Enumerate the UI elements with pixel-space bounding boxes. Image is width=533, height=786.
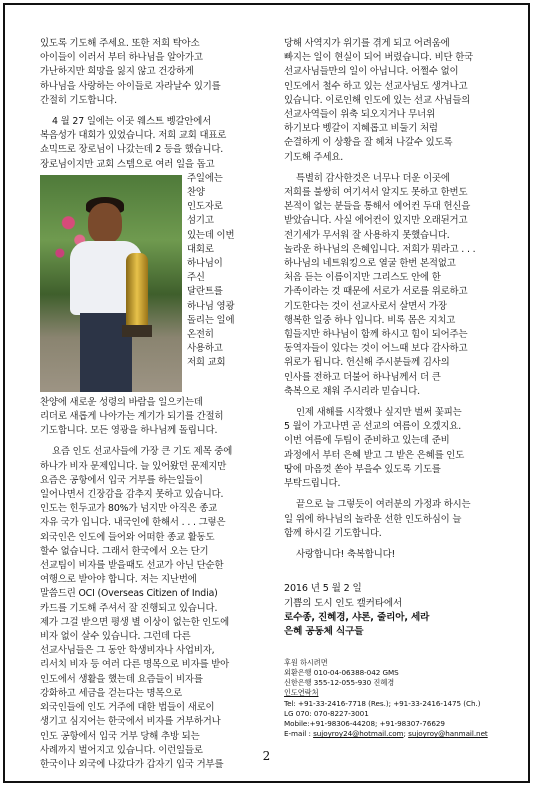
signature-block — [284, 582, 500, 640]
email-link-1[interactable]: sujoyroy24@hotmail.com — [313, 729, 404, 739]
contact-tel: Tel: +91-33-2416-7718 (Res.); +91-33-2416-1475 (Ch.) — [284, 698, 481, 708]
text-line: 하나가 비자 문제입니다. 늘 있어왔던 문제지만 — [40, 460, 227, 472]
text-line: 함께 하시길 기도합니다. — [284, 527, 382, 539]
text-line: 있습니다. 이로인해 인도에 있는 선교 사님들의 — [284, 94, 471, 106]
text-line: 축복으로 채워 주시리라 믿습니다. — [284, 385, 421, 397]
text-line: 사용하고 — [187, 343, 223, 355]
text-line: 가족이라는 것 때문에 서로가 서로를 위로하고 — [284, 286, 468, 298]
signature-names: 로수종, 진혜경, 샤론, 줄리아, 세라 — [284, 611, 430, 623]
text-line: 이번 여름에 두팀이 준비하고 있는데 준비 — [284, 435, 450, 447]
text-line: 카드를 기도해 주셔서 잘 진행되고 있습니다. — [40, 602, 218, 614]
india-contact-title: 인도연락처 — [284, 688, 319, 698]
bank-account-1: 외환은행 010-04-06388-042 GMS — [284, 667, 399, 677]
text-line: 저희를 불쌍히 여기셔서 알지도 못하고 한번도 — [284, 187, 468, 199]
text-line: 달란트를 — [187, 286, 223, 298]
text-line: 인도 공항에서 입국 거부 당해 추방 되는 — [40, 730, 200, 742]
text-line: 리서치 비자 등 여러 다른 명목으로 비자를 받아 — [40, 659, 230, 671]
text-line: 쇼믹뜨로 장로님이 나갔는데 2 등을 했습니다. — [40, 144, 224, 156]
text-line: 가난하지만 희망을 잃지 않고 건강하게 — [40, 66, 194, 78]
text-line: 외국인들에 인도 거주에 대한 법들이 새로이 — [40, 702, 215, 714]
text-line: 과정에서 부터 은혜 받고 그 받은 은혜를 인도 — [284, 449, 465, 461]
text-line: 간절히 기도합니다. — [40, 94, 117, 106]
text-line: 있는데 이번 — [187, 229, 235, 241]
text-line: 5 월이 가고나면 곧 선교의 여름이 오겠지요. — [284, 421, 462, 433]
text-line: 하나님이 — [187, 258, 223, 270]
signature-place: 기쁨의 도시 인도 캘커타에서 — [284, 597, 403, 609]
text-line: 기도해 주세요. — [284, 151, 344, 163]
text-line: 할수 없습니다. 그래서 한국에서 오는 단기 — [40, 545, 209, 557]
text-line: 섬기고 — [187, 215, 214, 227]
text-line: 외국인은 인도에 들어와 어떠한 종교 활동도 — [40, 531, 215, 543]
text-line: 인도에서 생활을 했는데 요즘들이 비자를 — [40, 673, 203, 685]
photo-with-text — [40, 172, 261, 396]
text-line: 선교사역들이 위축 되오지거나 무너위 — [284, 109, 435, 121]
text-line: 일어나면서 긴장감을 감추지 못하고 있습니다. — [40, 489, 224, 501]
email-link-2[interactable]: sujoyroy@hanmail.net — [408, 729, 488, 739]
right-column — [284, 37, 500, 739]
contact-mobile: Mobile:+91-98306-44208; +91-98307-76629 — [284, 718, 445, 728]
email-label: E-mail : — [284, 729, 314, 739]
text-beside-photo — [187, 172, 261, 371]
text-line: 아이들이 이러서 부터 하나님을 알아가고 — [40, 52, 203, 64]
paragraph-ministry-crisis — [284, 37, 500, 165]
bank-account-2: 신한은행 355-12-055-930 진혜경 — [284, 678, 395, 688]
text-line: 4 월 27 일에는 이곳 웨스트 벵갈안에서 — [52, 116, 212, 128]
paragraph-thanks-aircon — [284, 172, 500, 399]
page-number: 2 — [262, 749, 271, 763]
text-line: 요즘은 공항에서 입국 거부를 하는일들이 — [40, 474, 203, 486]
text-line: 기도한다는 것이 선교사로서 살면서 가장 — [284, 300, 447, 312]
text-line: 인사를 전하고 더불어 하나님께서 더 큰 — [284, 371, 441, 383]
text-line: 대회로 — [187, 243, 214, 255]
text-line: 여행으로 받아야 합니다. 저는 지난번에 — [40, 574, 197, 586]
text-line: 끝으로 늘 그렇듯이 여러분의 가정과 하시는 — [296, 499, 471, 511]
contact-block — [284, 658, 500, 740]
text-line: 처음 듣는 이름이지만 그리스도 안에 한 — [284, 272, 441, 284]
text-line: 찬양 — [187, 187, 205, 199]
paragraph-summer-mission — [284, 406, 500, 491]
text-line: 선교사님들은 그 동안 학생비자나 사업비자, — [40, 645, 215, 657]
contact-lg: LG 070: 070-8227-3001 — [284, 708, 369, 718]
text-line: 주신 — [187, 272, 205, 284]
support-title: 후원 하시려면 — [284, 657, 328, 667]
text-line: 인제 새해를 시작했나 싶지만 벌써 꽃피는 — [296, 407, 462, 419]
text-line: 제가 그걸 받으면 평생 별 이상이 없는한 인도에 — [40, 616, 230, 628]
text-line: 하나님을 사랑하는 아이들로 자라날수 있기를 — [40, 80, 221, 92]
closing-greeting: 사랑합니다! 축복합니다! — [296, 548, 396, 560]
text-line: 찬양에 새로운 성령의 바람을 일으키는데 — [40, 396, 203, 408]
text-line: 전기세가 무서워 잘 사용하지 못했습니다. — [284, 229, 450, 241]
text-line: 있도록 기도해 주세요. 또한 저희 탁아소 — [40, 38, 200, 49]
email-separator: ; — [403, 729, 409, 739]
photo-boy-with-trophy — [40, 175, 182, 392]
text-line: 선교사님들만의 일이 아닙니다. 어쩔수 없이 — [284, 66, 459, 78]
text-line: 하나님의 네트워킹으로 열굴 한번 본적없고 — [284, 258, 456, 270]
paragraph-after-photo — [40, 396, 261, 439]
text-line: 저희 교회 — [187, 357, 226, 369]
text-line: 하기보다 벵갈이 지혜롭고 비둘기 처럼 — [284, 123, 438, 135]
text-line: 하나님 영광 — [187, 300, 235, 312]
contact-email-row — [284, 729, 500, 739]
text-line: 힘들지만 하나님이 함께 하시고 힘이 되어주는 — [284, 329, 468, 341]
text-line: 인도자로 — [187, 201, 223, 213]
text-line: 자유 국가 입니다. 내국인에 한해서 . . . 그렇은 — [40, 517, 226, 529]
text-line: 비자 없이 살수 있습니다. 그런데 다른 — [40, 631, 191, 643]
text-line: 인도는 힌두교가 80%가 넘지만 아직은 종교 — [40, 503, 218, 515]
text-line: 땅에 마음껏 쏟아 부을수 있도록 기도를 — [284, 463, 441, 475]
text-line: 놀라운 하나님의 은혜입니다. 저희가 뭐라고 . . . — [284, 243, 476, 255]
text-line: 리더로 새롭게 나아가는 계기가 되기를 간절히 — [40, 411, 224, 423]
paragraph-closing-prayer — [284, 498, 500, 541]
text-line: 주일에는 — [187, 172, 223, 184]
text-line: 돌리는 일에 — [187, 314, 235, 326]
text-line: 강화하고 세금을 걷는다는 명목으로 — [40, 687, 183, 699]
text-line: 위로가 됩니다. 헌신해 주시분들께 김사의 — [284, 357, 450, 369]
signature-date: 2016 년 5 월 2 일 — [284, 583, 362, 595]
text-line: 일 위에 하나님의 놀라운 선한 인도하심이 늘 — [284, 513, 462, 525]
text-line: 요즘 인도 선교사들에 가장 큰 기도 제목 중에 — [52, 446, 233, 458]
text-line: 복음성가 대회가 있었습니다. 저희 교회 대표로 — [40, 130, 227, 142]
text-line: 부탁드립니다. — [284, 478, 341, 490]
left-column — [40, 37, 261, 772]
text-line: 말씀드린 OCI (Overseas Citizen of India) — [40, 588, 218, 600]
text-line: 행복한 일중 하나 입니다. 비록 몸은 지치고 — [284, 314, 456, 326]
text-line: 선교팀이 비자를 받을때도 선교가 아닌 단순한 — [40, 560, 224, 572]
text-line: 당해 사역지가 위기를 겪게 되고 어려움에 — [284, 38, 450, 49]
text-line: 특별히 감사한것은 너무나 더운 이곳에 — [296, 172, 450, 184]
paragraph-visa-issue — [40, 445, 261, 772]
text-line: 본적이 없는 분들을 통해서 에어컨 두대 헌신을 — [284, 201, 471, 213]
text-line: 장로님이지만 교회 스템으로 여러 일을 돕고 — [40, 158, 215, 170]
text-line: 인도에서 철수 하고 있는 선교사님도 생겨나고 — [284, 80, 468, 92]
text-line: 온전히 — [187, 329, 214, 341]
text-line: 순결하게 이 상황을 잘 헤쳐 나갈수 있도록 — [284, 137, 453, 149]
text-line: 기도합니다. 모든 영광을 하나님께 돌립니다. — [40, 425, 218, 437]
paragraph-gospel-contest — [40, 115, 261, 172]
text-line: 생기고 심지어는 한국에서 비자를 거부하거나 — [40, 716, 221, 728]
paragraph-kids-prayer — [40, 37, 261, 108]
text-line: 받았습니다. 사실 에어컨이 있지만 오래된거고 — [284, 215, 468, 227]
text-line: 사례까지 벌어지고 있습니다. 이런일들로 — [40, 744, 203, 756]
signature-org: 은혜 공동체 식구들 — [284, 626, 364, 638]
text-line: 빠지는 일이 현실이 되어 버렸습니다. 비단 한국 — [284, 52, 474, 64]
text-line: 한국이나 외국에 나갔다가 갑자기 입국 거부를 — [40, 758, 224, 770]
text-line: 동역자들이 있다는 것이 어느때 보다 감사하고 — [284, 343, 468, 355]
